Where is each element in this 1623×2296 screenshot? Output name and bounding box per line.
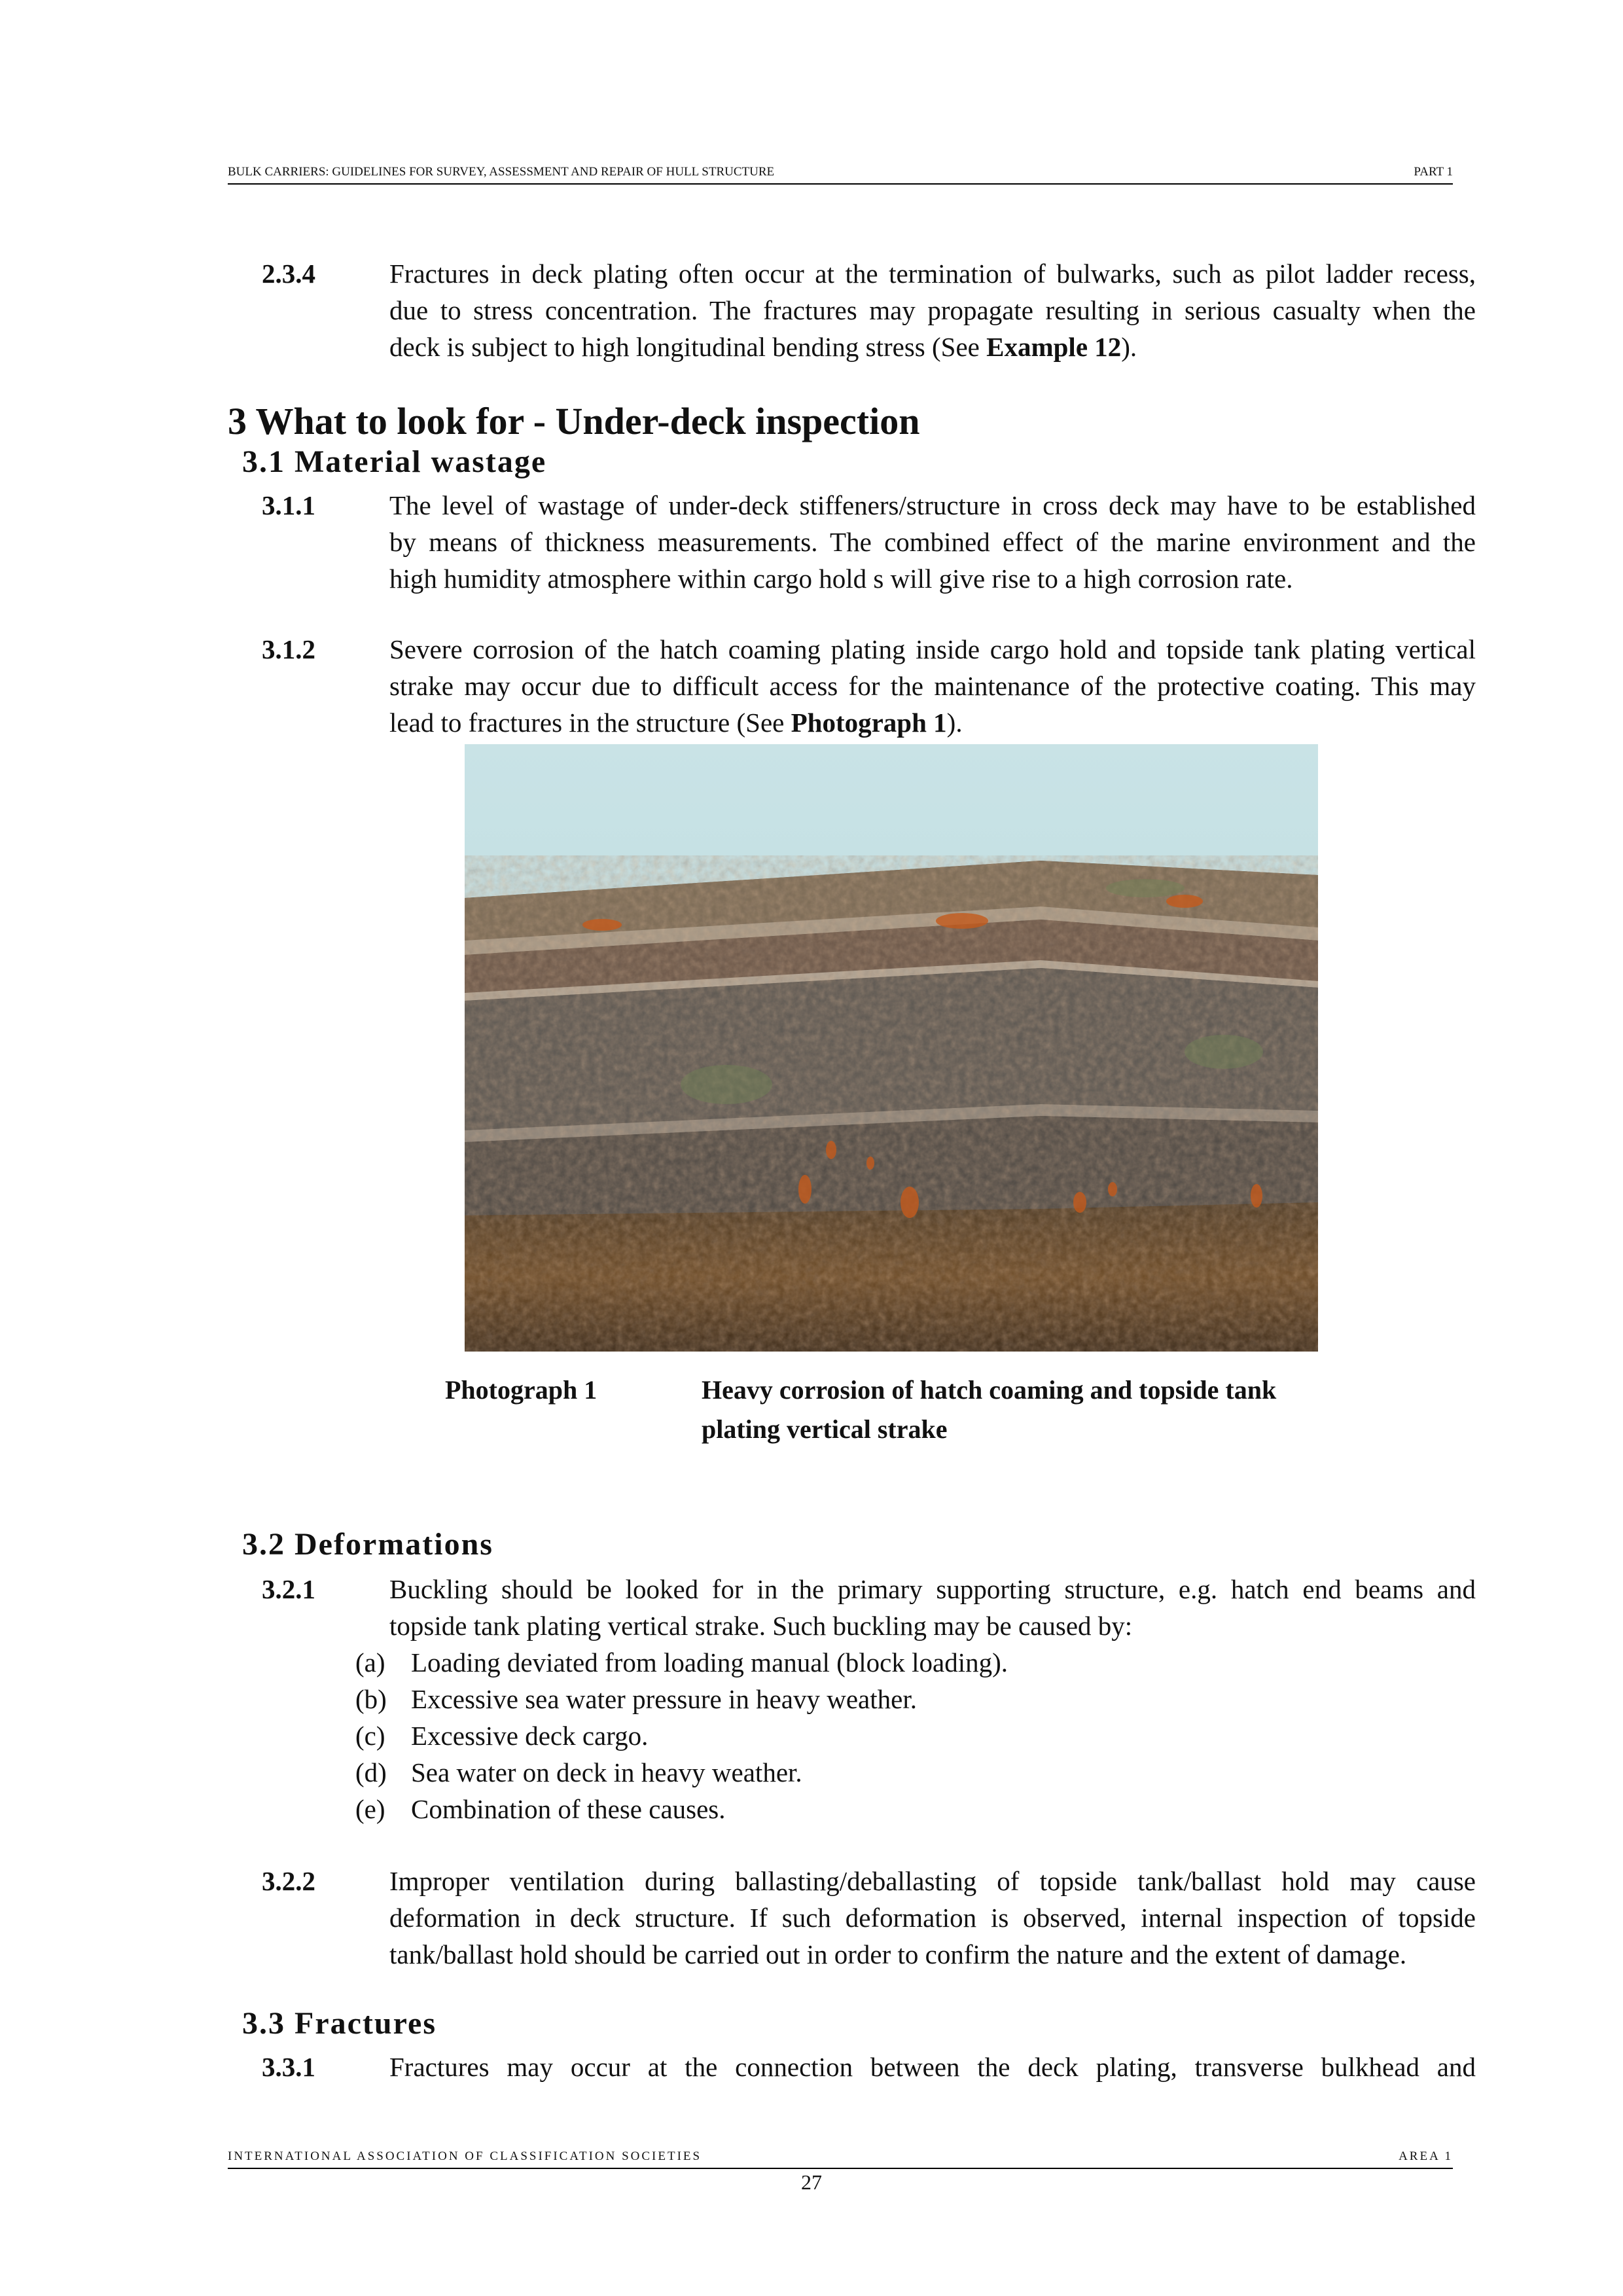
text-line: strake may occur due to difficult access for the maintenance of the protective coating. This may <box>389 671 1476 701</box>
paragraph-number: 3.1.1 <box>262 490 315 520</box>
list-label: (b) <box>355 1684 387 1714</box>
list-item <box>355 1754 1008 1791</box>
corroded-hatch-coaming-image <box>465 744 1318 1352</box>
photograph-label: Photograph 1 <box>445 1375 597 1405</box>
paragraph-number: 3.1.2 <box>262 634 315 664</box>
subsection-heading: 3.2 Deformations <box>242 1527 493 1562</box>
corrosion-photograph <box>465 744 1318 1352</box>
section-heading: 3 What to look for - Under-deck inspection <box>228 400 920 442</box>
subsection-heading: 3.1 Material wastage <box>242 444 547 479</box>
paragraph-text <box>389 631 1476 741</box>
text-line: by means of thickness measurements. The combined effect of the marine environment and the <box>389 527 1476 557</box>
example-reference: Example 12 <box>986 332 1122 362</box>
subsection-heading: 3.3 Fractures <box>242 2006 437 2041</box>
text-line: high humidity atmosphere within cargo hold s will give rise to a high corrosion rate. <box>389 564 1293 594</box>
photograph-caption <box>702 1371 1448 1449</box>
text-line <box>389 329 1476 365</box>
header-part: PART 1 <box>1414 165 1453 179</box>
paragraph-number: 3.3.1 <box>262 2052 315 2082</box>
page-number: 27 <box>801 2170 822 2194</box>
text-line: Fractures may occur at the connection between the deck plating, transverse bulkhead and <box>389 2052 1476 2082</box>
text-line: Improper ventilation during ballasting/deballasting of topside tank/ballast hold may cause <box>389 1866 1476 1896</box>
text-line: deformation in deck structure. If such deformation is observed, internal inspection of topside <box>389 1903 1476 1933</box>
caption-line: plating vertical strake <box>702 1414 948 1444</box>
footer-organisation: INTERNATIONAL ASSOCIATION OF CLASSIFICATION SOCIETIES <box>228 2149 702 2163</box>
list-label: (d) <box>355 1757 387 1787</box>
list-text: Excessive deck cargo. <box>411 1721 649 1751</box>
text-run: ). <box>946 708 963 738</box>
list-text: Excessive sea water pressure in heavy weather. <box>411 1684 917 1714</box>
caption-line: Heavy corrosion of hatch coaming and topside tank <box>702 1375 1277 1405</box>
text-line: Buckling should be looked for in the primary supporting structure, e.g. hatch end beams and <box>389 1574 1476 1604</box>
text-run: lead to fractures in the structure (See <box>389 708 791 738</box>
list-label: (e) <box>355 1794 385 1824</box>
text-line: due to stress concentration. The fractures may propagate resulting in serious casualty when the <box>389 295 1476 325</box>
text-line: Fractures in deck plating often occur at the termination of bulwarks, such as pilot ladder recess, <box>389 259 1476 289</box>
list-item <box>355 1681 1008 1717</box>
text-line: Severe corrosion of the hatch coaming plating inside cargo hold and topside tank plating vertical <box>389 634 1476 664</box>
running-footer <box>228 2149 1453 2169</box>
header-title: BULK CARRIERS: GUIDELINES FOR SURVEY, ASSESSMENT AND REPAIR OF HULL STRUCTURE <box>228 165 775 179</box>
list-label: (a) <box>355 1647 385 1677</box>
paragraph-text <box>389 1863 1476 1973</box>
text-line: topside tank plating vertical strake. Such buckling may be caused by: <box>389 1611 1133 1641</box>
causes-list <box>355 1644 1008 1827</box>
list-label: (c) <box>355 1721 385 1751</box>
list-item <box>355 1717 1008 1754</box>
list-item <box>355 1644 1008 1681</box>
paragraph-number: 2.3.4 <box>262 259 315 289</box>
paragraph-text <box>389 2049 1476 2085</box>
paragraph-text <box>389 255 1476 365</box>
list-text: Loading deviated from loading manual (block loading). <box>411 1647 1008 1677</box>
paragraph-text <box>389 487 1476 597</box>
list-text: Combination of these causes. <box>411 1794 726 1824</box>
running-header <box>228 165 1453 185</box>
list-item <box>355 1791 1008 1827</box>
text-run: ). <box>1121 332 1137 362</box>
text-line: tank/ballast hold should be carried out in order to confirm the nature and the extent of damage. <box>389 1939 1407 1969</box>
text-line: The level of wastage of under-deck stiffeners/structure in cross deck may have to be established <box>389 490 1476 520</box>
footer-area: AREA 1 <box>1399 2149 1453 2163</box>
paragraph-number: 3.2.1 <box>262 1574 315 1604</box>
text-run: deck is subject to high longitudinal bending stress (See <box>389 332 987 362</box>
paragraph-text <box>389 1571 1476 1644</box>
list-text: Sea water on deck in heavy weather. <box>411 1757 802 1787</box>
paragraph-number: 3.2.2 <box>262 1866 315 1896</box>
photograph-reference: Photograph 1 <box>791 708 947 738</box>
text-line <box>389 704 1476 741</box>
